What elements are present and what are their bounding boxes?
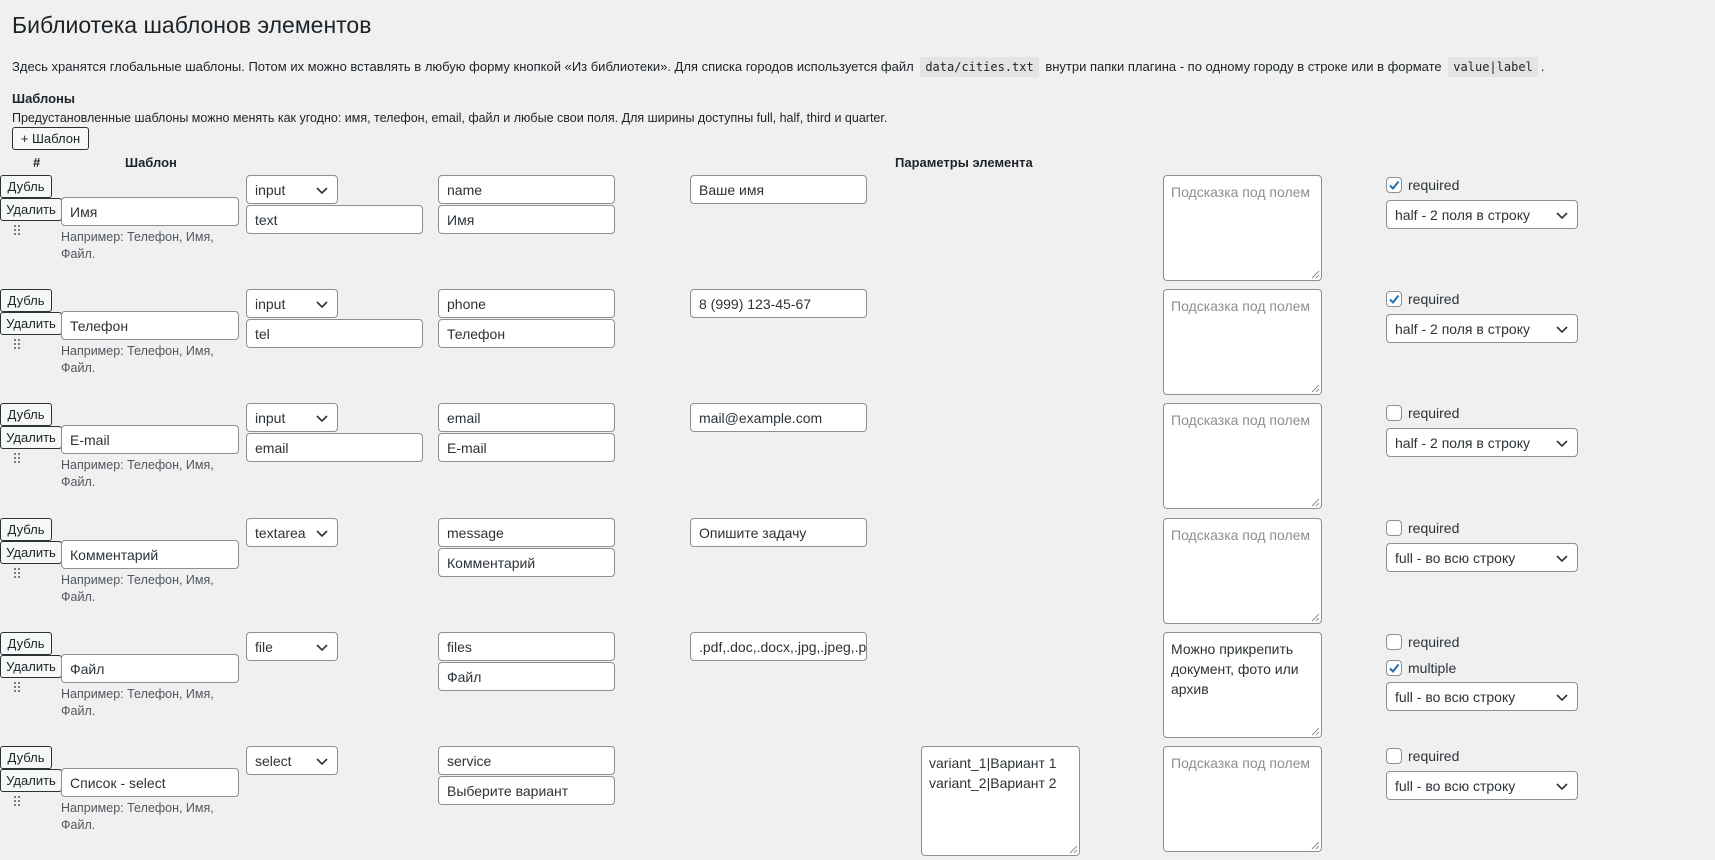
help-textarea[interactable] <box>1163 746 1322 852</box>
tag-select[interactable] <box>246 746 338 775</box>
width-select[interactable] <box>1386 314 1578 343</box>
template-name-input[interactable]: Имя <box>61 197 239 226</box>
table-row <box>0 289 1715 403</box>
resize-grip-icon[interactable] <box>1311 727 1320 736</box>
chevron-down-icon <box>315 411 329 425</box>
width-select-value: half - 2 поля в строку <box>1395 206 1530 223</box>
required-checkbox[interactable] <box>1386 748 1402 764</box>
drag-handle-icon[interactable] <box>14 339 24 349</box>
duplicate-button[interactable]: Дубль <box>0 175 52 198</box>
field-key-input[interactable]: service <box>438 746 615 775</box>
duplicate-button[interactable]: Дубль <box>0 289 52 312</box>
template-name-hint: Например: Телефон, Имя, Файл. <box>61 230 214 261</box>
width-select[interactable] <box>1386 543 1578 572</box>
type-input[interactable]: tel <box>246 319 423 348</box>
template-name-hint: Например: Телефон, Имя, Файл. <box>61 458 214 489</box>
drag-handle-icon[interactable] <box>14 225 24 235</box>
duplicate-button[interactable]: Дубль <box>0 403 52 426</box>
placeholder-input[interactable]: mail@example.com <box>690 403 867 432</box>
help-textarea[interactable] <box>1163 289 1322 395</box>
width-select[interactable] <box>1386 428 1578 457</box>
delete-button[interactable]: Удалить <box>0 655 62 678</box>
code-value-label: value|label <box>1448 57 1537 77</box>
template-name-input[interactable]: Список - select <box>61 768 239 797</box>
column-header-index: # <box>33 155 41 170</box>
help-placeholder: Подсказка под полем <box>1171 755 1311 771</box>
template-name-hint: Например: Телефон, Имя, Файл. <box>61 687 214 718</box>
field-key-input[interactable]: phone <box>438 289 615 318</box>
resize-grip-icon[interactable] <box>1311 384 1320 393</box>
section-title: Шаблоны <box>12 91 75 106</box>
code-cities-path: data/cities.txt <box>920 57 1038 77</box>
placeholder-input[interactable]: Опишите задачу <box>690 518 867 547</box>
placeholder-input[interactable]: Ваше имя <box>690 175 867 204</box>
delete-button[interactable]: Удалить <box>0 312 62 335</box>
required-checkbox[interactable] <box>1386 291 1402 307</box>
resize-grip-icon[interactable] <box>1311 613 1320 622</box>
resize-grip-icon[interactable] <box>1311 498 1320 507</box>
required-checkbox[interactable] <box>1386 520 1402 536</box>
drag-handle-icon[interactable] <box>14 682 24 692</box>
width-select-value: full - во всю строку <box>1395 777 1516 794</box>
width-select[interactable] <box>1386 682 1578 711</box>
table-row <box>0 632 1715 746</box>
placeholder-input[interactable]: 8 (999) 123-45-67 <box>690 289 867 318</box>
duplicate-button[interactable]: Дубль <box>0 518 52 541</box>
delete-button[interactable]: Удалить <box>0 541 62 564</box>
tag-select-value: file <box>255 638 273 655</box>
width-select[interactable] <box>1386 771 1578 800</box>
chevron-down-icon <box>1555 779 1569 793</box>
template-name-input[interactable]: E-mail <box>61 425 239 454</box>
required-label: required <box>1408 177 1460 193</box>
field-label-input[interactable]: Имя <box>438 205 615 234</box>
field-key-input[interactable]: email <box>438 403 615 432</box>
required-label: required <box>1408 748 1460 764</box>
width-select[interactable] <box>1386 200 1578 229</box>
tag-select-value: input <box>255 409 286 426</box>
field-label-input[interactable]: Телефон <box>438 319 615 348</box>
table-row <box>0 175 1715 289</box>
chevron-down-icon <box>315 640 329 654</box>
checkmark-icon <box>1388 662 1400 674</box>
field-label-input[interactable]: E-mail <box>438 433 615 462</box>
width-select-value: full - во всю строку <box>1395 549 1516 566</box>
options-text: variant_1|Вариант 1 variant_2|Вариант 2 <box>929 755 1057 791</box>
template-name-hint: Например: Телефон, Имя, Файл. <box>61 801 214 832</box>
tag-select-value: select <box>255 752 292 769</box>
field-label-input[interactable]: Комментарий <box>438 548 615 577</box>
tag-select-value: input <box>255 181 286 198</box>
field-label-input[interactable]: Выберите вариант <box>438 776 615 805</box>
width-select-value: half - 2 поля в строку <box>1395 320 1530 337</box>
required-checkbox[interactable] <box>1386 634 1402 650</box>
resize-grip-icon[interactable] <box>1311 841 1320 850</box>
type-input[interactable]: text <box>246 205 423 234</box>
help-text: Можно прикрепить документ, фото или архив <box>1171 641 1303 697</box>
help-placeholder: Подсказка под полем <box>1171 527 1311 543</box>
add-template-button[interactable]: + Шаблон <box>12 127 89 150</box>
checkmark-icon <box>1388 179 1400 191</box>
tag-select[interactable] <box>246 518 338 547</box>
column-header-params: Параметры элемента <box>895 155 1033 170</box>
field-key-input[interactable]: message <box>438 518 615 547</box>
duplicate-button[interactable]: Дубль <box>0 632 52 655</box>
required-checkbox[interactable] <box>1386 405 1402 421</box>
page-title: Библиотека шаблонов элементов <box>12 12 372 38</box>
checkmark-icon <box>1388 293 1400 305</box>
tag-select-value: input <box>255 295 286 312</box>
chevron-down-icon <box>315 183 329 197</box>
required-label: required <box>1408 291 1460 307</box>
multiple-checkbox[interactable] <box>1386 660 1402 676</box>
template-name-hint: Например: Телефон, Имя, Файл. <box>61 573 214 604</box>
field-label-input[interactable]: Файл <box>438 662 615 691</box>
tag-select[interactable] <box>246 175 338 204</box>
required-label: required <box>1408 634 1460 650</box>
tag-select[interactable] <box>246 403 338 432</box>
template-name-input[interactable]: Файл <box>61 654 239 683</box>
table-row <box>0 403 1715 517</box>
table-row <box>0 518 1715 632</box>
chevron-down-icon <box>1555 436 1569 450</box>
drag-handle-icon[interactable] <box>14 568 24 578</box>
drag-handle-icon[interactable] <box>14 453 24 463</box>
template-name-hint: Например: Телефон, Имя, Файл. <box>61 344 214 375</box>
help-textarea[interactable] <box>1163 175 1322 281</box>
help-placeholder: Подсказка под полем <box>1171 298 1311 314</box>
table-row <box>0 746 1715 860</box>
chevron-down-icon <box>1555 551 1569 565</box>
page-intro: Здесь хранятся глобальные шаблоны. Потом их можно вставлять в любую форму кнопкой «Из библиотеки». Для списка городов используется файл data/cities.txt внутри папки плагина - по одному городу в строке или в формате value|label . <box>12 59 1544 74</box>
field-key-input[interactable]: name <box>438 175 615 204</box>
options-textarea[interactable] <box>921 746 1080 856</box>
chevron-down-icon <box>1555 322 1569 336</box>
tag-select[interactable] <box>246 289 338 318</box>
tag-select-value: textarea <box>255 524 306 541</box>
duplicate-button[interactable]: Дубль <box>0 746 52 769</box>
chevron-down-icon <box>315 754 329 768</box>
help-textarea[interactable] <box>1163 632 1322 738</box>
help-placeholder: Подсказка под полем <box>1171 184 1311 200</box>
resize-grip-icon[interactable] <box>1311 270 1320 279</box>
chevron-down-icon <box>315 526 329 540</box>
chevron-down-icon <box>1555 208 1569 222</box>
help-textarea[interactable] <box>1163 518 1322 624</box>
drag-handle-icon[interactable] <box>14 796 24 806</box>
type-input[interactable]: email <box>246 433 423 462</box>
chevron-down-icon <box>1555 690 1569 704</box>
help-textarea[interactable] <box>1163 403 1322 509</box>
tag-select[interactable] <box>246 632 338 661</box>
required-label: required <box>1408 520 1460 536</box>
delete-button[interactable]: Удалить <box>0 198 62 221</box>
multiple-label: multiple <box>1408 660 1457 676</box>
placeholder-input[interactable]: .pdf,.doc,.docx,.jpg,.jpeg,.p <box>690 632 867 661</box>
delete-button[interactable]: Удалить <box>0 426 62 449</box>
template-name-input[interactable]: Телефон <box>61 311 239 340</box>
width-select-value: full - во всю строку <box>1395 688 1516 705</box>
field-key-input[interactable]: files <box>438 632 615 661</box>
column-header-template: Шаблон <box>125 155 177 170</box>
template-name-input[interactable]: Комментарий <box>61 540 239 569</box>
required-label: required <box>1408 405 1460 421</box>
help-placeholder: Подсказка под полем <box>1171 412 1311 428</box>
chevron-down-icon <box>315 297 329 311</box>
required-checkbox[interactable] <box>1386 177 1402 193</box>
delete-button[interactable]: Удалить <box>0 769 62 792</box>
section-description: Предустановленные шаблоны можно менять как угодно: имя, телефон, email, файл и любые свои поля. Для ширины доступны full, half, third и quarter. <box>12 111 888 125</box>
width-select-value: half - 2 поля в строку <box>1395 434 1530 451</box>
